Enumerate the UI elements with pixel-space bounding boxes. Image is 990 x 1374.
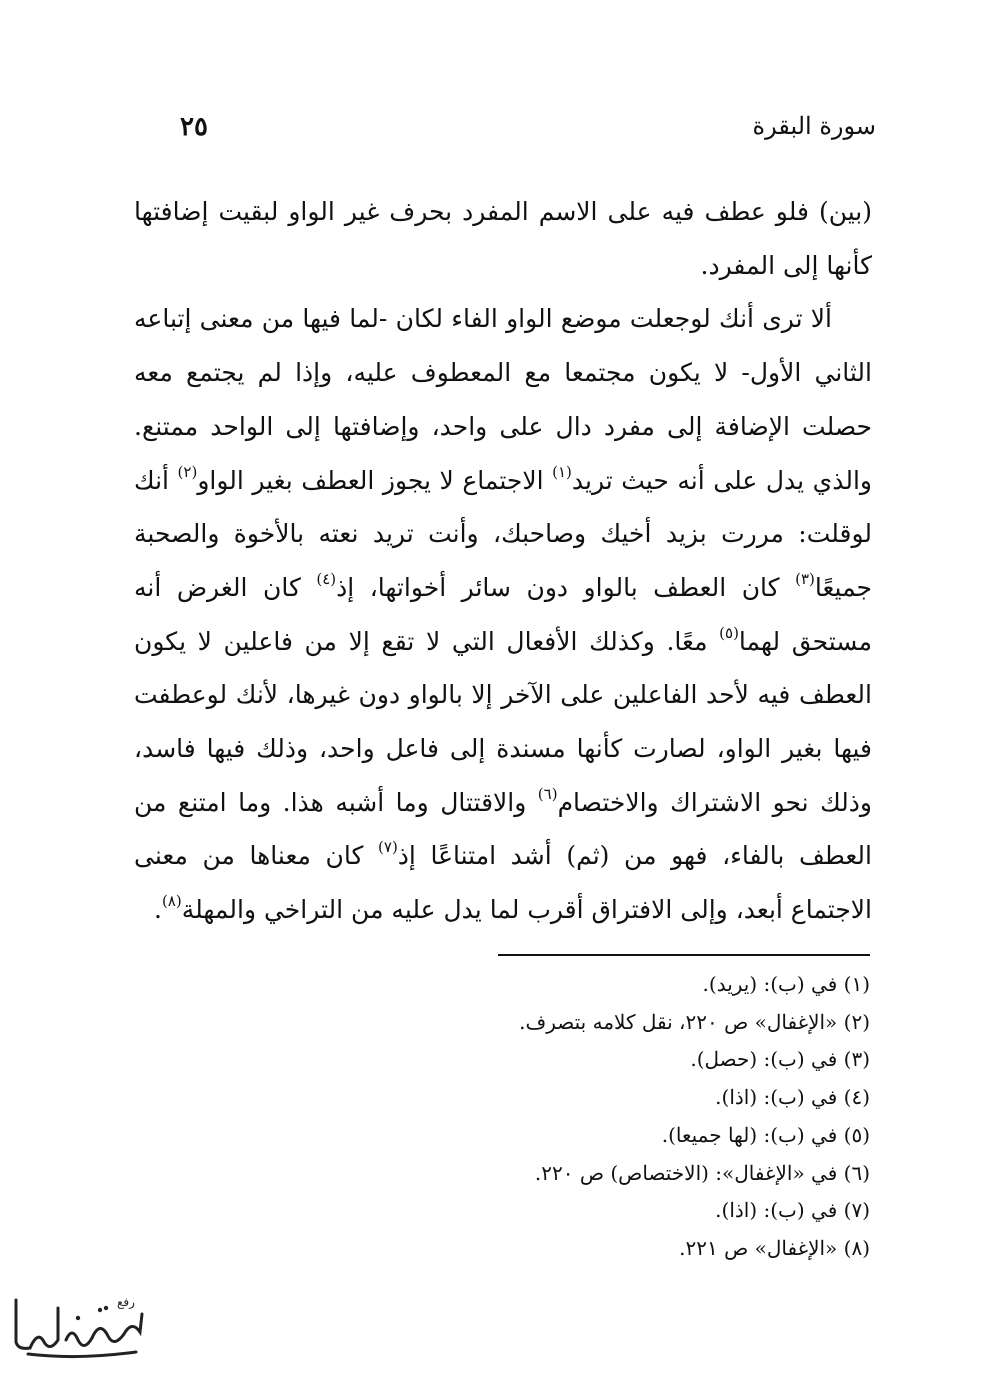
text-run: والاقتتال وما أشبه هذا. وما امتنع من العطف بالفاء، فهو من (ثم) أشد امتناعًا إذ — [134, 787, 872, 871]
footnote-5: (٥) في (ب): (لها جميعا). — [661, 1122, 870, 1147]
surah-title: سورة البقرة — [752, 112, 876, 140]
text-run: الاجتماع لا يجوز العطف بغير الواو — [197, 465, 553, 495]
footnote-ref-4[interactable]: (٤) — [316, 569, 337, 588]
footnote-1: (١) في (ب): (يريد). — [702, 972, 870, 996]
text-run: أنك لوقلت: مررت بزيد أخيك وصاحبك، وأنت تريد نعته بالأخوة والصحبة جميعًا — [134, 465, 873, 602]
footnote-6: (٦) في «الإغفال»: (الاختصاص) ص ٢٢٠. — [534, 1160, 870, 1185]
text-run: كان معناها من معنى الاجتماع أبعد، وإلى الافتراق أقرب لما يدل عليه من التراخي والمهلة — [134, 841, 872, 925]
footnote-ref-6[interactable]: (٦) — [537, 784, 558, 803]
footnote-ref-5[interactable]: (٥) — [719, 623, 739, 642]
page-header — [180, 112, 876, 152]
footnote-divider — [498, 954, 870, 956]
footnote-ref-3[interactable]: (٣) — [795, 569, 815, 588]
footnotes — [300, 966, 870, 1268]
footnote-8: (٨) «الإغفال» ص ٢٢١. — [679, 1235, 870, 1260]
text-run: ألا ترى أنك لوجعلت موضع الواو الفاء لكان -لما فيها من معنى إتباعه الثاني الأول- لا يكون مجتمعا مع المعطوف عليه، وإذا لم يجتمع معه حصلت الإضافة إلى مفرد دال على واحد، وإضافتها إلى الواحد ممتنع. والذي يدل على أنه حيث تريد — [134, 304, 872, 495]
paragraph-1: (بين) فلو عطف فيه على الاسم المفرد بحرف غير الواو لبقيت إضافتها كأنها إلى المفرد. — [134, 197, 872, 280]
text-run: معًا. وكذلك الأفعال التي لا تقع إلا من فاعلين لا يكون العطف فيه لأحد الفاعلين على الآخر إلا بالواو دون غيرها، لأنك لوعطفت فيها بغير الواو، لصارت كأنها مسندة إلى فاعل واحد، وذلك فيها فاسد، وذلك نحو الاشتراك والاختصام — [134, 626, 873, 817]
text-run: كان العطف بالواو دون سائر أخواتها، إذ — [336, 572, 796, 602]
main-text — [134, 185, 872, 937]
footnote-ref-7[interactable]: (٧) — [378, 838, 398, 857]
page-number: ٢٥ — [180, 112, 208, 142]
footnote-ref-1[interactable]: (١) — [552, 462, 572, 481]
text-run: كان الغرض أنه مستحق لهما — [134, 572, 872, 656]
footnote-4: (٤) في (ب): (اذا). — [715, 1085, 870, 1110]
publisher-logo — [8, 1290, 148, 1362]
paragraph-2 — [134, 292, 872, 936]
footnote-2: (٢) «الإغفال» ص ٢٢٠، نقل كلامه بتصرف. — [519, 1009, 870, 1034]
footnote-7: (٧) في (ب): (اذا). — [715, 1198, 870, 1223]
text-run: . — [153, 895, 162, 925]
footnote-ref-2[interactable]: (٢) — [177, 462, 198, 481]
footnote-ref-8[interactable]: (٨) — [161, 892, 182, 911]
logo-caption: رفع — [117, 1295, 135, 1309]
footnote-3: (٣) في (ب): (حصل). — [690, 1047, 870, 1072]
